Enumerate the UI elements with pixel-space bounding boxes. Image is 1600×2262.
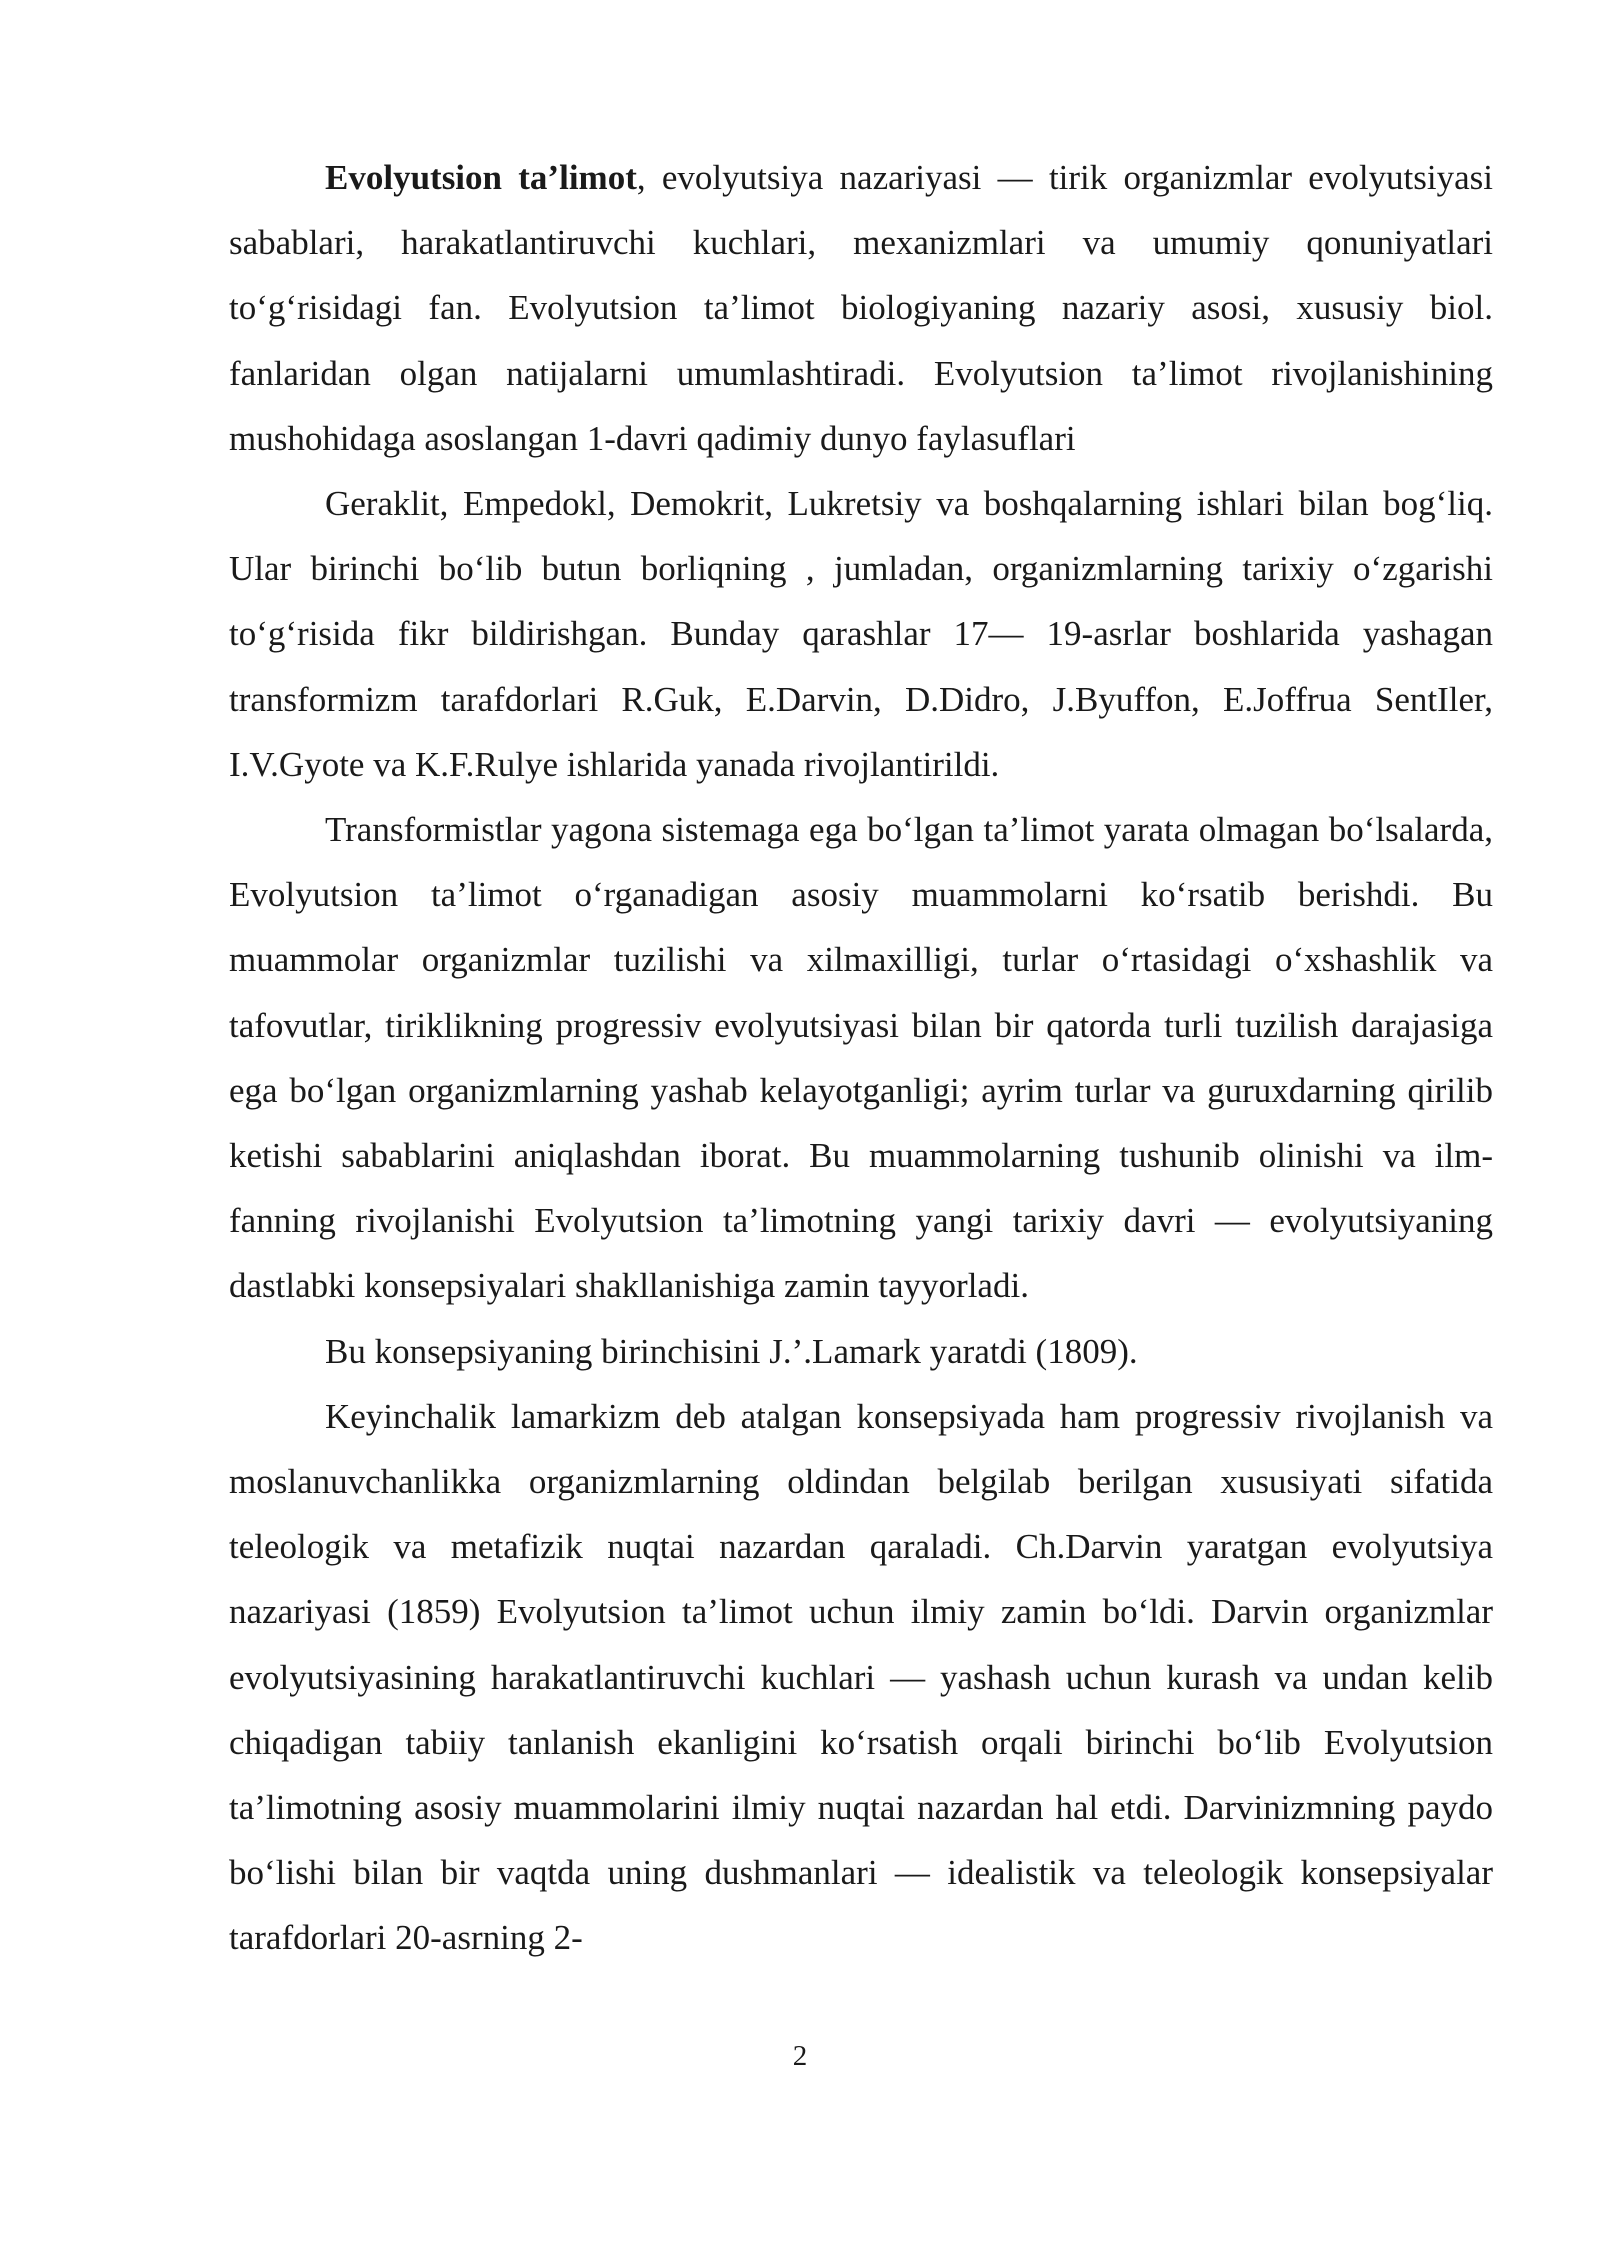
paragraph-4 [229,1319,1493,1384]
paragraph-1 [229,145,1493,471]
paragraph-text: Keyinchalik lamarkizm deb atalgan konsepsiyada ham progressiv rivojlanish va moslanuvchanlikka organizmlarning oldindan belgilab berilgan xususiyati sifatida teleologik va metafizik nuqtai nazardan qaraladi. Ch.Darvin yaratgan evolyutsiya nazariyasi (1859) Evolyutsion ta’limot uchun ilmiy zamin bo‘ldi. Darvin organizmlar evolyutsiyasining harakatlantiruvchi kuchlari — yashash uchun kurash va undan kelib chiqadigan tabiiy tanlanish ekanligini ko‘rsatish orqali birinchi bo‘lib Evolyutsion ta’limotning asosiy muammolarini ilmiy nuqtai nazardan hal etdi. Darvinizmning paydo bo‘lishi bilan bir vaqtda uning dushmanlari — idealistik va teleologik konsepsiyalar tarafdorlari 20-asrning 2- [229,1396,1493,1958]
paragraph-3 [229,797,1493,1319]
page-number: 2 [792,2040,808,2072]
paragraph-text: Geraklit, Empedokl, Demokrit, Lukretsiy va boshqalarning ishlari bilan bog‘liq. Ular birinchi bo‘lib butun borliqning , jumladan, organizmlarning tarixiy o‘zgarishi to‘g‘risida fikr bildirishgan. Bunday qarashlar 17— 19-asrlar boshlarida yashagan transformizm tarafdorlari R.Guk, E.Darvin, D.Didro, J.Byuffon, E.Joffrua SentIler, I.V.Gyote va K.F.Rulye ishlarida yanada rivojlantirildi. [229,484,1493,784]
paragraph-lead-term: Evolyutsion ta’limot [325,158,637,197]
paragraph-2 [229,471,1493,797]
paragraph-text: , evolyutsiya nazariyasi — tirik organizmlar evolyutsiyasi sabablari, harakatlantiruvchi kuchlari, mexanizmlari va umumiy qonuniyatlari to‘g‘risidagi fan. Evolyutsion ta’limot biologiyaning nazariy asosi, xususiy biol. fanlaridan olgan natijalarni umumlashtiradi. Evolyutsion ta’limot rivojlanishining mushohidaga asoslangan 1-davri qadimiy dunyo faylasuflari [229,158,1493,458]
document-body [229,145,1493,1971]
paragraph-5 [229,1384,1493,1971]
paragraph-text: Transformistlar yagona sistemaga ega bo‘lgan ta’limot yarata olmagan bo‘lsalarda, Evolyutsion ta’limot o‘rganadigan asosiy muammolarni ko‘rsatib berishdi. Bu muammolar organizmlar tuzilishi va xilmaxilligi, turlar o‘rtasidagi o‘xshashlik va tafovutlar, tiriklikning progressiv evolyutsiyasi bilan bir qatorda turli tuzilish darajasiga ega bo‘lgan organizmlarning yashab kelayotganligi; ayrim turlar va guruxdarning qirilib ketishi sabablarini aniqlashdan iborat. Bu muammolarning tushunib olinishi va ilm-fanning rivojlanishi Evolyutsion ta’limotning yangi tarixiy davri — evolyutsiyaning dastlabki konsepsiyalari shakllanishiga zamin tayyorladi. [229,810,1493,1306]
paragraph-text: Bu konsepsiyaning birinchisini J.’.Lamark yaratdi (1809). [325,1331,1138,1371]
